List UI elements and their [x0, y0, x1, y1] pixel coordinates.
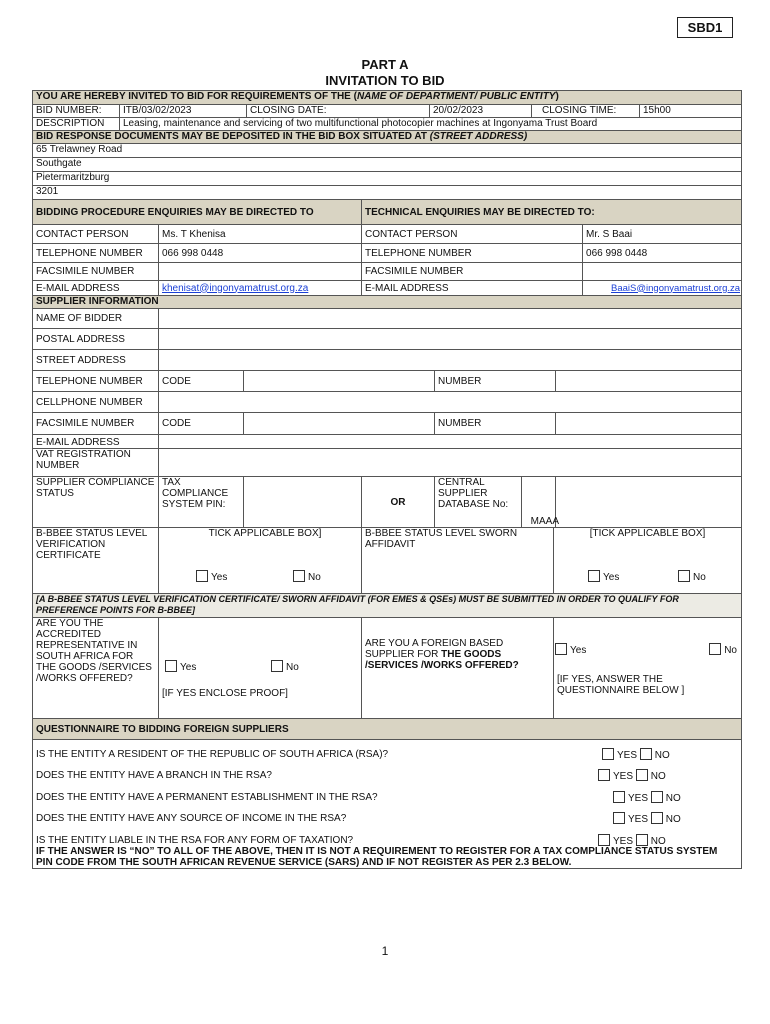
deposit-address-line: 3201	[33, 186, 742, 200]
supplier-tel-label: TELEPHONE NUMBER	[33, 371, 159, 392]
affidavit-yes-option[interactable]: Yes	[588, 570, 619, 583]
closing-date-field[interactable]: 20/02/2023	[430, 105, 532, 118]
invite-header: YOU ARE HEREBY INVITED TO BID FOR REQUIREMENTS OF THE (NAME OF DEPARTMENT/ PUBLIC ENTITY)	[33, 91, 742, 105]
procedure-email-link[interactable]	[159, 281, 362, 296]
accredited-yes-option[interactable]: Yes	[165, 660, 196, 673]
question-branch: DOES THE ENTITY HAVE A BRANCH IN THE RSA?	[36, 770, 272, 781]
closing-time-label: CLOSING TIME:	[532, 105, 640, 118]
csd-label: CENTRAL SUPPLIER DATABASE No:	[435, 477, 522, 527]
cellphone-label: CELLPHONE NUMBER	[33, 392, 159, 413]
csd-cell	[435, 477, 559, 528]
questionnaire-table	[32, 718, 742, 869]
deposit-address-line: Southgate	[33, 158, 742, 172]
checkbox-icon[interactable]	[613, 791, 625, 803]
deposit-address-line: Pietermaritzburg	[33, 172, 742, 186]
bidder-name-field[interactable]	[159, 309, 742, 329]
bbbee-table	[32, 527, 742, 719]
tel-code-field[interactable]	[244, 371, 435, 392]
procedure-email-link-text[interactable]: khenisat@ingonyamatrust.org.za	[162, 282, 309, 294]
checkbox-icon[interactable]	[651, 791, 663, 803]
form-code-badge: SBD1	[677, 17, 733, 38]
part-heading: PART A	[361, 57, 409, 72]
technical-fax-label: FACSIMILE NUMBER	[362, 263, 583, 281]
foreign-supplier-options	[554, 618, 742, 719]
tel-number-field[interactable]	[556, 371, 742, 392]
technical-enquiries-header: TECHNICAL ENQUIRIES MAY BE DIRECTED TO:	[362, 200, 742, 225]
checkbox-icon[interactable]	[678, 570, 690, 582]
bidder-name-label: NAME OF BIDDER	[33, 309, 159, 329]
accredited-no-option[interactable]: No	[271, 660, 299, 673]
supplier-email-label: E-MAIL ADDRESS	[33, 435, 159, 449]
procedure-enquiries-header: BIDDING PROCEDURE ENQUIRIES MAY BE DIRECTED TO	[33, 200, 362, 225]
bid-form	[32, 90, 741, 869]
checkbox-icon[interactable]	[165, 660, 177, 672]
procedure-fax-label: FACSIMILE NUMBER	[33, 263, 159, 281]
question-permanent-establishment: DOES THE ENTITY HAVE A PERMANENT ESTABLISHMENT IN THE RSA?	[36, 792, 378, 803]
deposit-header: BID RESPONSE DOCUMENTS MAY BE DEPOSITED IN THE BID BOX SITUATED AT (STREET ADDRESS)	[33, 131, 742, 144]
tax-pin-label: TAX COMPLIANCE SYSTEM PIN:	[159, 477, 244, 528]
deposit-address-line: 65 Trelawney Road	[33, 144, 742, 158]
csd-prefix: MAAA	[530, 516, 559, 527]
checkbox-icon[interactable]	[196, 570, 208, 582]
questionnaire-body	[33, 740, 742, 869]
cellphone-field[interactable]	[159, 392, 742, 413]
tick-box-instruction: [TICK APPLICABLE BOX]	[589, 528, 706, 539]
checkbox-icon[interactable]	[636, 834, 648, 846]
checkbox-icon[interactable]	[651, 812, 663, 824]
checkbox-icon[interactable]	[636, 769, 648, 781]
checkbox-icon[interactable]	[293, 570, 305, 582]
bbbee-affidavit-label: B-BBEE STATUS LEVEL SWORN AFFIDAVIT	[362, 528, 554, 594]
fax-code-field[interactable]	[244, 413, 435, 435]
street-address-field[interactable]	[159, 350, 742, 371]
foreign-supplier-question: ARE YOU A FOREIGN BASED SUPPLIER FOR THE GOODS /SERVICES /WORKS OFFERED?	[362, 618, 554, 719]
csd-field[interactable]	[522, 477, 559, 527]
bid-number-label: BID NUMBER:	[33, 105, 120, 118]
procedure-tel-field[interactable]: 066 998 0448	[159, 244, 362, 263]
page-number: 1	[381, 944, 389, 958]
vat-label: VAT REGISTRATION NUMBER	[33, 449, 159, 477]
foreign-note: [IF YES, ANSWER THE QUESTIONNAIRE BELOW ]	[557, 674, 685, 696]
technical-tel-field[interactable]: 066 998 0448	[583, 244, 742, 263]
technical-fax-field[interactable]	[583, 263, 742, 281]
fax-code-label: CODE	[159, 413, 244, 435]
supplier-fax-label: FACSIMILE NUMBER	[33, 413, 159, 435]
checkbox-icon[interactable]	[709, 643, 721, 655]
description-label: DESCRIPTION	[33, 118, 120, 131]
closing-time-field[interactable]: 15h00	[640, 105, 742, 118]
supplier-email-field[interactable]	[159, 435, 742, 449]
bbbee-note: [A B-BBEE STATUS LEVEL VERIFICATION CERTIFICATE/ SWORN AFFIDAVIT (FOR EMES & QSEs) MUST BE SUBMITTED IN ORDER TO QUALIFY FOR PREFERENCE POINTS FOR B-BBEE]	[33, 594, 742, 618]
csd-number-field[interactable]	[556, 477, 742, 528]
answer-rsa-resident[interactable]: YES NO	[602, 748, 670, 761]
fax-number-field[interactable]	[556, 413, 742, 435]
procedure-email-label: E-MAIL ADDRESS	[33, 281, 159, 296]
questionnaire-footer: IF THE ANSWER IS “NO” TO ALL OF THE ABOVE, THEN IT IS NOT A REQUIREMENT TO REGISTER FOR A TAX COMPLIANCE STATUS SYSTEM PIN CODE FROM THE SOUTH AFRICAN REVENUE SERVICE (SARS) AND IF NOT REGISTER AS PER 2.3 BELOW.	[36, 846, 718, 868]
tax-pin-field[interactable]	[244, 477, 362, 528]
or-label: OR	[362, 477, 435, 528]
technical-email-label: E-MAIL ADDRESS	[362, 281, 583, 296]
tick-box-instruction: TICK APPLICABLE BOX]	[208, 528, 322, 539]
affidavit-no-option[interactable]: No	[678, 570, 706, 583]
foreign-no-option[interactable]: No	[709, 643, 737, 656]
accredited-question: ARE YOU THE ACCREDITED REPRESENTATIVE IN SOUTH AFRICA FOR THE GOODS /SERVICES /WORKS OFFERED?	[33, 618, 159, 719]
technical-contact-label: CONTACT PERSON	[362, 225, 583, 244]
bid-number-field[interactable]: ITB/03/02/2023	[120, 105, 247, 118]
compliance-status-label: SUPPLIER COMPLIANCE STATUS	[33, 477, 159, 528]
street-address-label: STREET ADDRESS	[33, 350, 159, 371]
bid-details-table	[32, 90, 742, 200]
question-source-of-income: DOES THE ENTITY HAVE ANY SOURCE OF INCOME IN THE RSA?	[36, 813, 347, 824]
procedure-contact-field[interactable]: Ms. T Khenisa	[159, 225, 362, 244]
bbbee-cert-options	[159, 528, 362, 594]
technical-email-link[interactable]	[583, 281, 742, 296]
foreign-yes-option[interactable]: Yes	[555, 643, 586, 656]
procedure-fax-field[interactable]	[159, 263, 362, 281]
fax-number-label: NUMBER	[435, 413, 556, 435]
cert-yes-option[interactable]: Yes	[196, 570, 227, 583]
tel-code-label: CODE	[159, 371, 244, 392]
tel-number-label: NUMBER	[435, 371, 556, 392]
procedure-contact-label: CONTACT PERSON	[33, 225, 159, 244]
question-taxation: IS THE ENTITY LIABLE IN THE RSA FOR ANY FORM OF TAXATION?	[36, 835, 354, 846]
supplier-table	[32, 295, 742, 528]
checkbox-icon[interactable]	[271, 660, 283, 672]
description-field[interactable]: Leasing, maintenance and servicing of two multifunctional photocopier machines at Ingonyama Trust Board	[120, 118, 742, 131]
question-rsa-resident: IS THE ENTITY A RESIDENT OF THE REPUBLIC OF SOUTH AFRICA (RSA)?	[36, 749, 389, 760]
cert-no-option[interactable]: No	[293, 570, 321, 583]
postal-address-label: POSTAL ADDRESS	[33, 329, 159, 350]
answer-permanent-establishment[interactable]: YES NO	[613, 791, 681, 804]
closing-date-label: CLOSING DATE:	[247, 105, 430, 118]
technical-contact-field[interactable]: Mr. S Baai	[583, 225, 742, 244]
accredited-note: [IF YES ENCLOSE PROOF]	[162, 688, 288, 699]
technical-email-link-text[interactable]: BaaiS@ingonyamatrust.org.za	[611, 282, 741, 294]
bbbee-affidavit-options	[554, 528, 742, 594]
checkbox-icon[interactable]	[598, 834, 610, 846]
enquiries-table	[32, 199, 742, 296]
procedure-tel-label: TELEPHONE NUMBER	[33, 244, 159, 263]
answer-branch[interactable]: YES NO	[598, 769, 666, 782]
answer-taxation[interactable]: YES NO	[598, 834, 666, 847]
checkbox-icon[interactable]	[602, 748, 614, 760]
postal-address-field[interactable]	[159, 329, 742, 350]
accredited-options	[159, 618, 362, 719]
checkbox-icon[interactable]	[588, 570, 600, 582]
supplier-info-header: SUPPLIER INFORMATION	[33, 296, 742, 309]
bbbee-cert-label: B-BBEE STATUS LEVEL VERIFICATION CERTIFICATE	[33, 528, 159, 594]
answer-source-of-income[interactable]: YES NO	[613, 812, 681, 825]
checkbox-icon[interactable]	[555, 643, 567, 655]
vat-field[interactable]	[159, 449, 742, 477]
technical-tel-label: TELEPHONE NUMBER	[362, 244, 583, 263]
page-title: INVITATION TO BID	[325, 73, 445, 88]
checkbox-icon[interactable]	[613, 812, 625, 824]
questionnaire-header: QUESTIONNAIRE TO BIDDING FOREIGN SUPPLIERS	[33, 719, 742, 740]
checkbox-icon[interactable]	[598, 769, 610, 781]
checkbox-icon[interactable]	[640, 748, 652, 760]
